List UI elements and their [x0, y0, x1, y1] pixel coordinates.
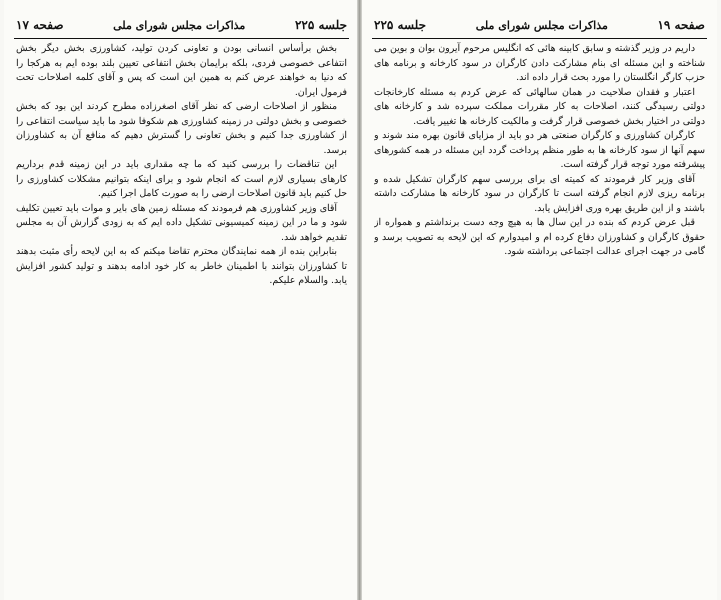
left-paragraph-1: بخش برأساس انسانی بودن و تعاونی کردن تولید، کشاورزی بخش دیگر بخش انتفاعی خصوصی فردی، بلکه برایمان بخش انتفاعی تعیین بلند بوده ایم به هرکجا را که دنیا به خواهند عرض کنم به همین این است که پس و آقای کلمه اصلاحات تحت فرمول ایران.	[16, 43, 347, 98]
right-page-title: مذاکرات مجلس شورای ملی	[475, 18, 608, 32]
right-page-number: صفحه ۱۹	[657, 18, 705, 32]
right-page-body	[374, 42, 705, 592]
left-session-number: جلسه ۲۲۵	[294, 18, 347, 32]
right-page-header	[372, 14, 707, 39]
right-paragraph-3: کارگران کشاورزی و کارگران صنعتی هر دو باید از مزایای قانون بهره مند شوند و سهم آنها از سود کارخانه ها به طور منظم پرداخت گردد این مسئله در همه کشورهای پیشرفته مورد توجه قرار گرفته است.	[374, 130, 705, 170]
right-paragraph-1: داریم در وزیر گذشته و سابق کابینه هائی که انگلیس مرحوم آیرون بوان و بوین می شناخته و این مسئله ای بنام مشارکت دادن کارگران در سود کارخانه و برنامه های حزب کارگر انگلستان را مورد بحث قرار داده اند.	[374, 43, 705, 83]
right-paragraph-4: آقای وزیر کار فرمودند که کمیته ای برای بررسی سهم کارگران تشکیل شده و برنامه ریزی لازم انجام گرفته است تا کارگران در سود کارخانه ها مشارکت داشته باشند و از این طریق بهره وری افزایش یابد.	[374, 173, 705, 214]
left-page-number: صفحه ۱۷	[16, 18, 64, 32]
left-page-body	[16, 42, 347, 592]
left-paragraph-5: بنابراین بنده از همه نمایندگان محترم تقاضا میکنم که به این لایحه رأی مثبت بدهند تا کشاورزان بتوانند با اطمینان خاطر به کار خود ادامه بدهند و تولید کشور افزایش یابد. والسلام علیکم.	[16, 246, 347, 286]
left-paragraph-3: این تناقضات را بررسی کنید که ما چه مقداری باید در این زمینه قدم برداریم کارهای بسیاری لازم است که انجام شود و برای اینکه بتوانیم مشکلات کشاورزی را حل کنیم باید قانون اصلاحات ارضی را به صورت کامل اجرا کنیم.	[16, 159, 347, 199]
right-paragraph-2: اعتبار و فقدان صلاحیت در همان سالهائی که عرض کردم به مسئله کارخانجات دولتی رسیدگی کنند، اصلاحات به کار مقررات مملکت سپرده شد و کارخانه های دولتی در اختیار بخش خصوصی قرار گرفت و مالکیت کارخانه ها تغییر یافت.	[374, 86, 705, 127]
left-page-header	[14, 14, 349, 39]
left-page	[4, 0, 359, 600]
left-paragraph-4: آقای وزیر کشاورزی هم فرمودند که مسئله زمین های بایر و موات باید تعیین تکلیف شود و ما در این زمینه کمیسیونی تشکیل داده ایم که به زودی گزارش آن به مجلس تقدیم خواهد شد.	[16, 202, 347, 243]
right-session-number: جلسه ۲۲۵	[374, 18, 427, 32]
left-paragraph-2: منظور از اصلاحات ارضی که نظر آقای اصغرزاده مطرح کردند این بود که بخش خصوصی و بخش دولتی در زمینه کشاورزی هم شکوفا شود ما باید سیاست انتفاعی را از کشاورزی جدا کنیم و بخش تعاونی را گسترش دهیم که منافع آن به کشاورزان برسد.	[16, 101, 347, 156]
right-paragraph-5: قبل عرض کردم که بنده در این سال ها به هیچ وجه دست برنداشتم و همواره از حقوق کارگران و کشاورزان دفاع کرده ام و امیدوارم که این لایحه به تصویب برسد و گامی در جهت اجرای عدالت اجتماعی برداشته شود.	[374, 217, 705, 257]
left-page-title: مذاکرات مجلس شورای ملی	[113, 18, 246, 32]
right-page	[362, 0, 717, 600]
